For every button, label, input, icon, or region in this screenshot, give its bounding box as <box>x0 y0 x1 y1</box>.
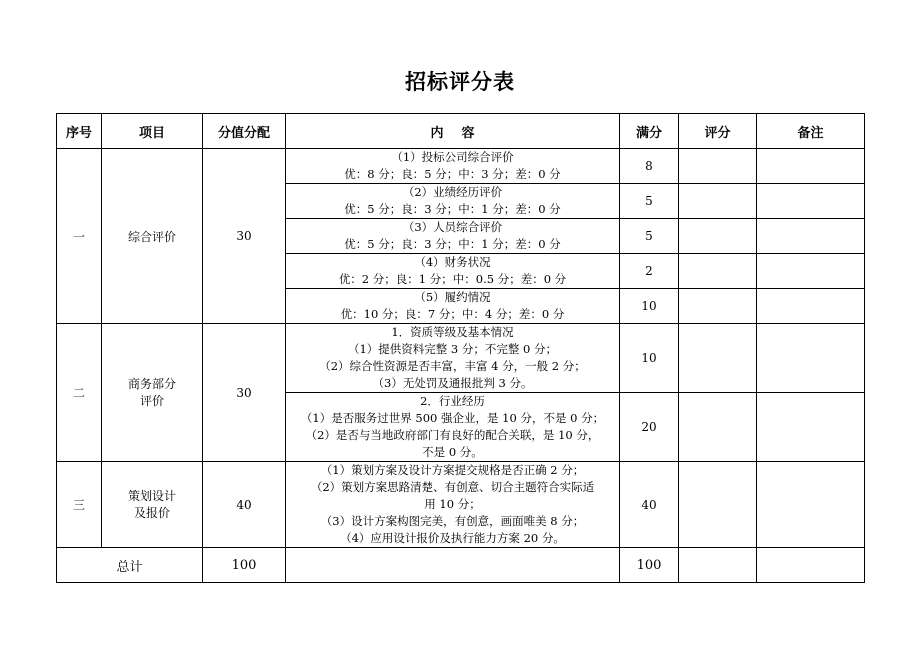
remark-cell[interactable] <box>757 393 865 462</box>
group-seq: 三 <box>57 462 102 548</box>
header-full-score: 满分 <box>620 114 679 149</box>
total-full-score: 100 <box>620 548 679 583</box>
remark-cell[interactable] <box>757 184 865 219</box>
content-cell <box>286 184 620 219</box>
score-cell[interactable] <box>679 149 757 184</box>
group-item-line: 及报价 <box>133 505 170 520</box>
content-line: 优：2 分；良：1 分；中：0.5 分；差：0 分 <box>338 272 567 286</box>
header-row <box>57 114 865 149</box>
content-cell <box>286 462 620 548</box>
remark-cell[interactable] <box>757 462 865 548</box>
content-line: （5）履约情况 <box>414 290 491 304</box>
group-item-line: 评价 <box>139 393 164 408</box>
full-score-cell: 2 <box>620 254 679 289</box>
header-item: 项目 <box>102 114 203 149</box>
group-item: 综合评价 <box>102 149 203 324</box>
score-cell[interactable] <box>679 254 757 289</box>
content-line: （1）策划方案及设计方案提交规格是否正确 2 分； <box>320 463 585 477</box>
remark-cell[interactable] <box>757 149 865 184</box>
total-remark-cell[interactable] <box>757 548 865 583</box>
page-title: 招标评分表 <box>405 70 515 94</box>
full-score-cell: 20 <box>620 393 679 462</box>
content-line: （3）人员综合评价 <box>402 220 503 234</box>
header-points: 分值分配 <box>203 114 286 149</box>
content-line: （2）策划方案思路清楚、有创意、切合主题符合实际适 <box>310 480 595 494</box>
content-line: （1）提供资料完整 3 分；不完整 0 分； <box>347 342 558 356</box>
header-content: 内 容 <box>286 114 620 149</box>
group-points: 30 <box>203 324 286 462</box>
group-item-line: 策划设计 <box>127 488 176 503</box>
score-cell[interactable] <box>679 462 757 548</box>
group-seq: 一 <box>57 149 102 324</box>
full-score-cell: 5 <box>620 184 679 219</box>
content-line: 不是 0 分。 <box>422 445 483 459</box>
header-seq: 序号 <box>57 114 102 149</box>
total-row <box>57 548 865 583</box>
full-score-cell: 10 <box>620 324 679 393</box>
table-row <box>57 462 865 548</box>
content-cell <box>286 149 620 184</box>
full-score-cell: 40 <box>620 462 679 548</box>
content-cell <box>286 254 620 289</box>
content-line: 优：10 分；良：7 分；中：4 分；差：0 分 <box>340 307 565 321</box>
content-line: （2）是否与当地政府部门有良好的配合关联，是 10 分， <box>305 428 600 442</box>
score-cell[interactable] <box>679 289 757 324</box>
content-line: 优：5 分；良：3 分；中：1 分；差：0 分 <box>344 202 561 216</box>
remark-cell[interactable] <box>757 289 865 324</box>
content-line: （2）综合性资源是否丰富，丰富 4 分，一般 2 分； <box>319 359 586 373</box>
scoring-table <box>56 113 865 583</box>
group-item-line: 商务部分 <box>127 376 176 391</box>
score-cell[interactable] <box>679 184 757 219</box>
content-cell <box>286 324 620 393</box>
group-points: 30 <box>203 149 286 324</box>
content-line: （1）是否服务过世界 500 强企业，是 10 分，不是 0 分； <box>300 411 605 425</box>
content-line: （2）业绩经历评价 <box>402 185 503 199</box>
content-cell <box>286 289 620 324</box>
table-row <box>57 149 865 184</box>
group-item <box>102 462 203 548</box>
table-row <box>57 324 865 393</box>
remark-cell[interactable] <box>757 254 865 289</box>
full-score-cell: 5 <box>620 219 679 254</box>
header-score: 评分 <box>679 114 757 149</box>
content-line: 2．行业经历 <box>420 394 485 408</box>
group-item <box>102 324 203 462</box>
content-line: （1）投标公司综合评价 <box>391 150 514 164</box>
remark-cell[interactable] <box>757 219 865 254</box>
content-cell <box>286 219 620 254</box>
content-line: （4）财务状况 <box>414 255 491 269</box>
group-points: 40 <box>203 462 286 548</box>
remark-cell[interactable] <box>757 324 865 393</box>
total-score-cell[interactable] <box>679 548 757 583</box>
score-cell[interactable] <box>679 324 757 393</box>
content-line: （4）应用设计报价及执行能力方案 20 分。 <box>340 531 565 545</box>
total-label: 总计 <box>57 548 203 583</box>
score-cell[interactable] <box>679 219 757 254</box>
score-cell[interactable] <box>679 393 757 462</box>
total-points: 100 <box>203 548 286 583</box>
header-remark: 备注 <box>757 114 865 149</box>
content-line: 优：8 分；良：5 分；中：3 分；差：0 分 <box>344 167 561 181</box>
content-cell <box>286 393 620 462</box>
content-line: （3）设计方案构图完美，有创意，画面唯美 8 分； <box>320 514 585 528</box>
content-line: 1．资质等级及基本情况 <box>391 325 514 339</box>
group-seq: 二 <box>57 324 102 462</box>
full-score-cell: 10 <box>620 289 679 324</box>
full-score-cell: 8 <box>620 149 679 184</box>
content-line: （3）无处罚及通报批判 3 分。 <box>372 376 533 390</box>
content-line: 用 10 分； <box>424 497 481 511</box>
total-content-cell <box>286 548 620 583</box>
content-line: 优：5 分；良：3 分；中：1 分；差：0 分 <box>344 237 561 251</box>
